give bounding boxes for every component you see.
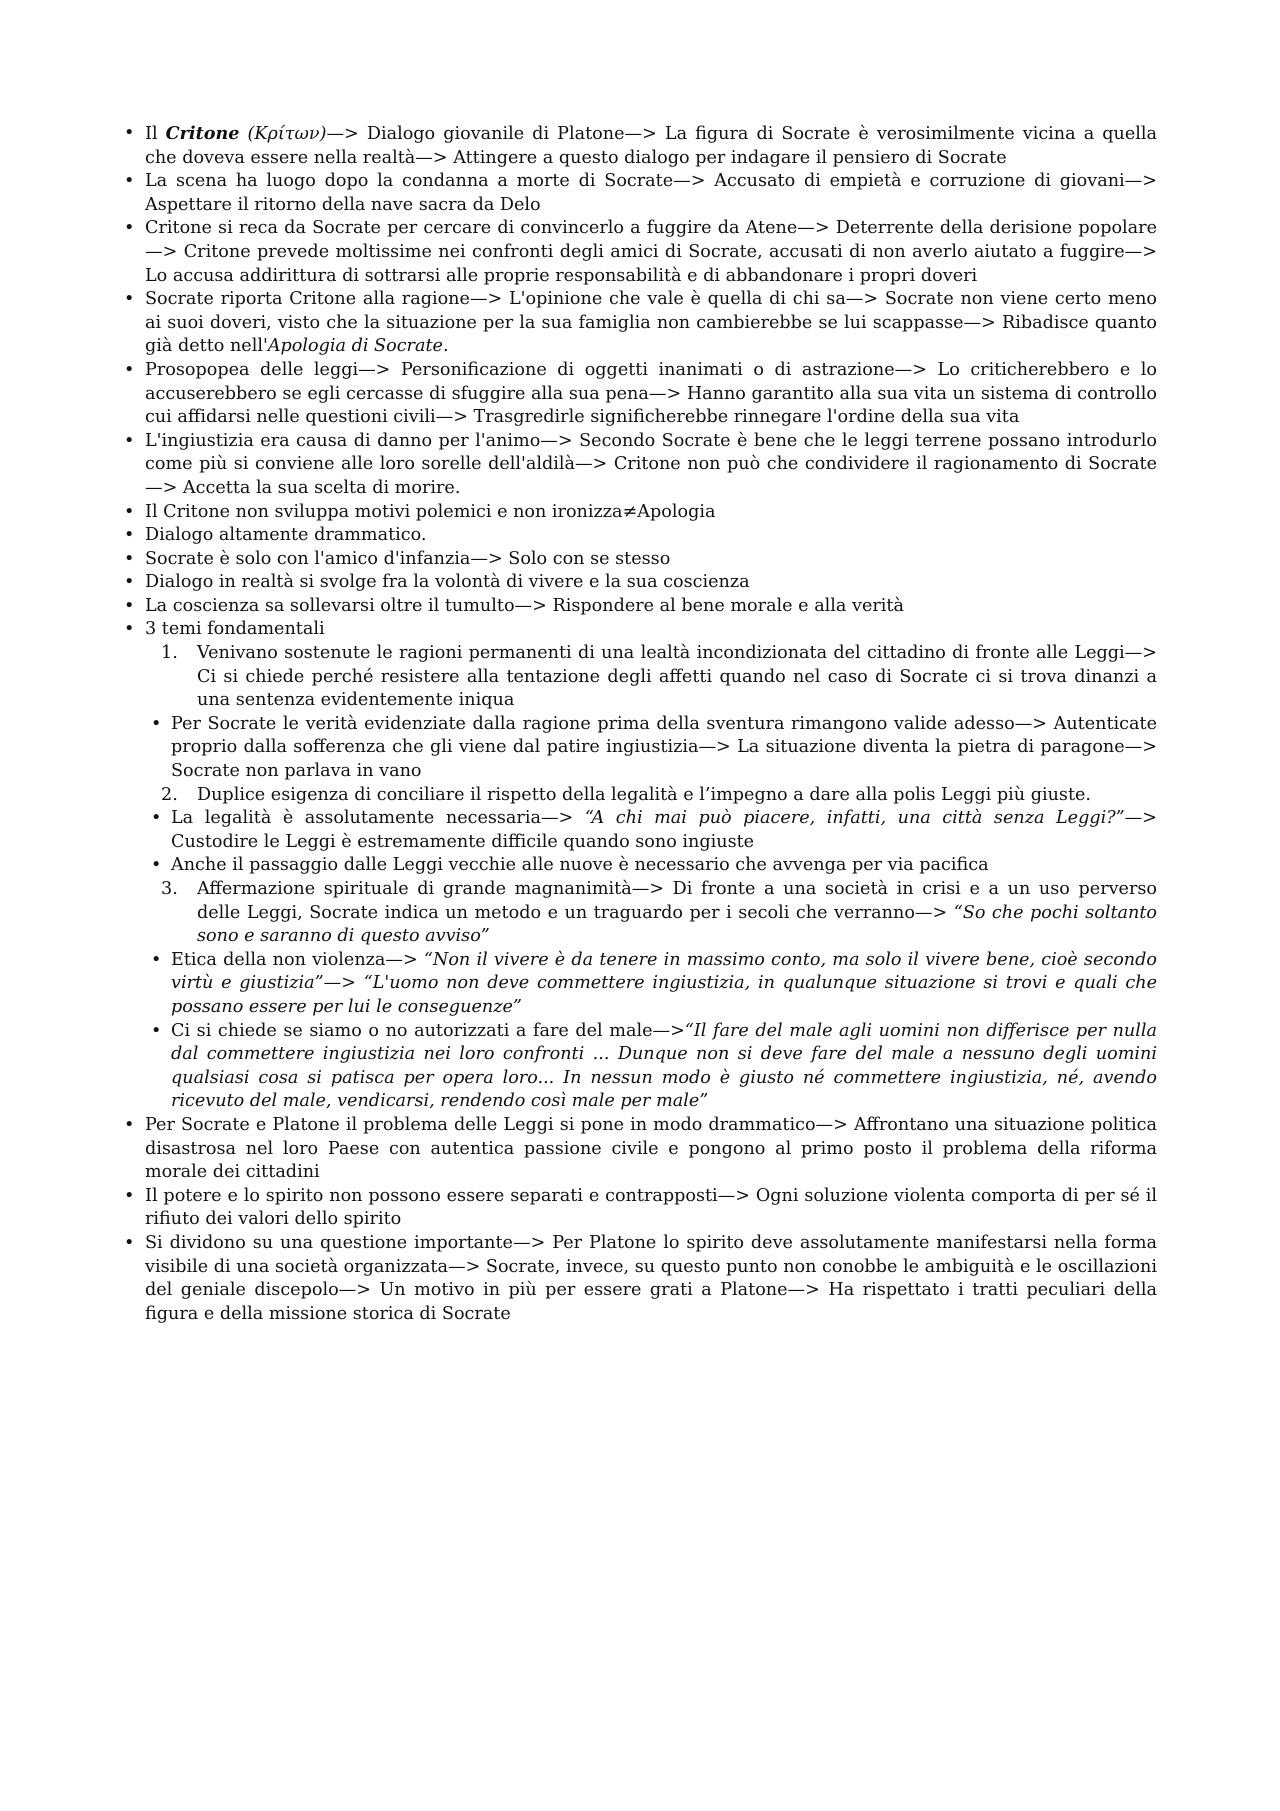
sub-list: [145, 642, 1157, 1114]
text-run: L'ingiustizia era causa di danno per l'animo—> Secondo Socrate è bene che le leggi terrene possano introdurlo come più si conviene alle loro sorelle dell'aldilà—> Critone non può che condividere il ragionamento di Socrate—> Accetta la sua scelta di morire.: [145, 430, 1157, 498]
numbered-item: [145, 784, 1157, 808]
quote: “L'uomo non deve commettere ingiustizia, in qualunque situazione si trovi e quali che possano essere per lui le conseguenze”: [171, 973, 1157, 1017]
sub-bullet-item: [145, 1020, 1157, 1114]
main-bullet-list: [145, 122, 1157, 642]
sub-bullet-item: [145, 807, 1157, 854]
text-run: —> Custodire le Leggi è estremamente difficile quando sono ingiuste: [171, 808, 1158, 852]
list-item: [145, 359, 1157, 430]
list-item: [145, 1232, 1157, 1326]
list-item: [145, 524, 1157, 548]
text-run: La scena ha luogo dopo la condanna a morte di Socrate—> Accusato di empietà e corruzione di giovani—> Aspettare il ritorno della nave sacra da Delo: [145, 171, 1157, 215]
numbered-item: [145, 878, 1157, 949]
item-number: 2.: [161, 784, 178, 805]
list-item: [145, 430, 1157, 501]
list-item: [145, 288, 1157, 359]
text-run: 3 temi fondamentali: [145, 619, 325, 640]
text-run: Anche il passaggio dalle Leggi vecchie alle nuove è necessario che avvenga per via pacifica: [171, 855, 989, 876]
text-run: Prosopopea delle leggi—> Personificazione di oggetti inanimati o di astrazione—> Lo criticherebbero e lo accuserebbero se egli cercasse di sfuggire alla sua pena—> Hanno garantito alla sua vita un sistema di controllo cui affidarsi nelle questioni civili—> Trasgredirle significherebbe rinnegare l'ordine della sua vita: [145, 359, 1157, 428]
list-item: [145, 548, 1157, 572]
sub-bullet-item: [145, 949, 1157, 1020]
list-item: [145, 1114, 1157, 1185]
text-run: Il potere e lo spirito non possono essere separati e contrapposti—> Ogni soluzione violenta comporta di per sé il rifiuto dei valori dello spirito: [145, 1185, 1157, 1230]
text-run: Dialogo in realtà si svolge fra la volontà di vivere e la sua coscienza: [145, 572, 750, 593]
item-number: 1.: [161, 643, 178, 664]
text-run: Per Socrate le verità evidenziate dalla ragione prima della sventura rimangono valide adesso—> Autenticate proprio dalla sofferenza che gli viene dal patire ingiustizia—> La situazione diventa la pietra di paragone—> Socrate non parlava in vano: [171, 713, 1157, 782]
text-run: Dialogo altamente drammatico.: [145, 525, 427, 546]
list-item: [145, 122, 1157, 170]
text-run: Ci si chiede se siamo o no autorizzati a fare del male—>: [171, 1020, 685, 1041]
list-item: [145, 217, 1157, 288]
text-run: Per Socrate e Platone il problema delle Leggi si pone in modo drammatico—> Affrontano una situazione politica disastrosa nel loro Paese con autentica passione civile e pongono al primo posto il problema della riforma morale dei cittadini: [145, 1114, 1157, 1183]
text-run: La legalità è assolutamente necessaria—>: [171, 808, 585, 829]
list-item: [145, 571, 1157, 595]
title-critone: Critone: [165, 123, 240, 144]
text-run: Venivano sostenute le ragioni permanenti di una lealtà incondizionata del cittadino di fronte alle Leggi—> Ci si chiede perché resistere alla tentazione degli affetti quando nel caso di Socrate ci si trova dinanzi a una sentenza evidentemente iniqua: [197, 643, 1157, 711]
list-item: [145, 595, 1157, 619]
quote: “Non il vivere è da tenere in massimo conto, ma solo il vivere bene, cioè secondo virtù e giustizia”: [171, 949, 1157, 994]
item-number: 3.: [161, 879, 178, 899]
text-run: La coscienza sa sollevarsi oltre il tumulto—> Rispondere al bene morale e alla verità: [145, 595, 904, 616]
text-run: Critone si reca da Socrate per cercare di convincerlo a fuggire da Atene—> Deterrente della derisione popolare—> Critone prevede moltissime nei confronti degli amici di Socrate, accusati di non averlo aiutato a fuggire—> Lo accusa addirittura di sottrarsi alle proprie responsabilità e di abbandonare i propri doveri: [145, 218, 1157, 286]
sub-bullet-item: [145, 854, 1157, 878]
text-run: Si dividono su una questione importante—> Per Platone lo spirito deve assolutamente manifestarsi nella forma visibile di una società organizzata—> Socrate, invece, su questo punto non conobbe le ambiguità e le oscillazioni del geniale discepolo—> Un motivo in più per essere grati a Platone—> Ha rispettato i tratti peculiari della figura e della missione storica di Socrate: [145, 1232, 1157, 1324]
closing-bullet-list: [145, 1114, 1157, 1326]
list-item: [145, 618, 1157, 642]
numbered-item: [145, 642, 1157, 713]
text-run: Socrate riporta Critone alla ragione—> L'opinione che vale è quella di chi sa—> Socrate non viene certo meno ai suoi doveri, visto che la situazione per la sua famiglia non cambierebbe se lui scappasse—> Ribadisce quanto già detto nell': [145, 289, 1157, 357]
text-run: —> Dialogo giovanile di Platone—> La figura di Socrate è verosimilmente vicina a quella che doveva essere nella realtà—> Attingere a questo dialogo per indagare il pensiero di Socrate: [145, 124, 1158, 168]
text-run: Etica della non violenza—>: [171, 949, 424, 970]
text-run: Il Critone non sviluppa motivi polemici e non ironizza≠Apologia: [145, 501, 716, 522]
list-item: [145, 1185, 1157, 1232]
text-run: .: [442, 336, 449, 357]
quote: “So che pochi soltanto sono e saranno di questo avviso”: [197, 902, 1157, 947]
text-run: Affermazione spirituale di grande magnanimità—> Di fronte a una società in crisi e a un uso perverso delle Leggi, Socrate indica un metodo e un traguardo per i secoli che verranno—>: [197, 879, 1157, 923]
italic-title: Apologia di Socrate: [267, 336, 443, 357]
text-run: —>: [323, 973, 364, 994]
quote: “Il fare del male agli uomini non differisce per nulla dal commettere ingiustizia nei loro confronti ... Dunque non si deve fare del male a nessuno degli uomini qualsiasi cosa si patisca per opera loro... In nessun modo è giusto né commettere ingiustizia, né, avendo ricevuto del male, vendicarsi, rendendo così male per male”: [171, 1020, 1158, 1112]
document-page: [145, 122, 1157, 1326]
quote: “A chi mai può piacere, infatti, una città senza Leggi?”: [584, 808, 1125, 829]
list-item: [145, 170, 1157, 217]
list-item: [145, 501, 1157, 525]
greek-title: (Κρίτων): [239, 124, 327, 144]
text-run: Il: [145, 124, 166, 144]
text-run: Socrate è solo con l'amico d'infanzia—> Solo con se stesso: [145, 548, 671, 569]
sub-bullet-item: [145, 713, 1157, 784]
text-run: Duplice esigenza di conciliare il rispetto della legalità e l’impegno a dare alla polis Leggi più giuste.: [197, 784, 1092, 805]
